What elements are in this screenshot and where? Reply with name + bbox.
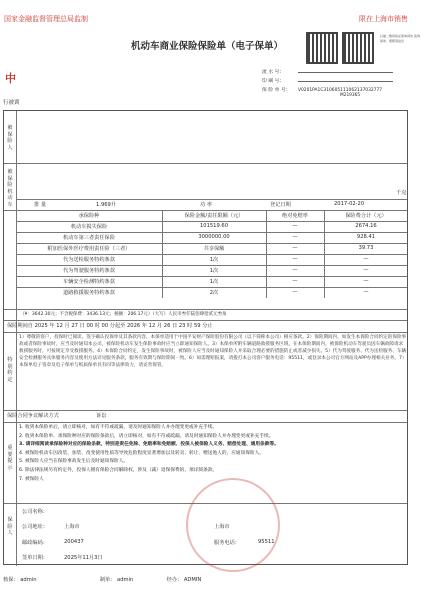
- qr-code-icon[interactable]: [306, 32, 338, 64]
- coverage-cell: 928.41: [356, 234, 376, 240]
- reg-date-value: 2017-02-20: [334, 201, 365, 207]
- important-item: 7. 被保险人: [19, 476, 44, 482]
- coverage-cell: 2674.16: [355, 223, 377, 229]
- coverage-cell: 101519.60: [199, 223, 229, 229]
- qr-code-icon[interactable]: [342, 32, 374, 64]
- policy-title: 机动车商业保险保险单（电子保单）: [130, 41, 283, 52]
- coverage-header: 绝对免赔率: [282, 213, 308, 219]
- period-line: 保险期间自 2025 年 12 月 27 日 00 时 00 分起至 2026 年 12 月 26 日 23 时 59 分止: [7, 323, 213, 329]
- coverage-cell: 39.73: [358, 245, 374, 251]
- policy-label: 保 险 单 号：: [262, 88, 291, 93]
- phone-value: 95511: [258, 539, 275, 545]
- coverage-cell: —: [292, 256, 298, 262]
- special-label: 特别约定: [7, 357, 13, 383]
- coverage-cell: —: [292, 267, 298, 273]
- dispute-label: 保险合同争议解决方式: [7, 413, 59, 419]
- coverage-cell: 代为送检服务特约条款: [63, 257, 115, 263]
- coverage-cell: 1次: [209, 257, 219, 263]
- handle-value: admin: [117, 577, 134, 583]
- post-value: 200437: [64, 539, 84, 545]
- company-address-value: 上海市: [64, 524, 80, 530]
- coverage-cell: —: [292, 223, 298, 229]
- coverage-cell: 2次: [209, 290, 219, 296]
- important-item: 4. 被保险机动车因改装、加装、改变使用性质等导致危险程度显著增加以及转卖、转让、赠送他人的，应通知保险人。: [19, 450, 265, 456]
- company-name-label: 公司名称：: [22, 509, 48, 515]
- region-notice: 限在上海市销售: [359, 15, 408, 23]
- coverage-cell: —: [292, 234, 298, 240]
- coverage-cell: 机动车第三者责任保险: [63, 235, 115, 241]
- coverage-header: 保险金额/责任限额（元）: [184, 213, 244, 219]
- vehicle-label: 被保险机动车: [7, 169, 13, 208]
- agent-value: ADMIN: [183, 577, 202, 583]
- displacement-value: 1.969升: [96, 202, 117, 208]
- company-address-label: 公司地址：: [22, 524, 48, 530]
- coverage-cell: —: [363, 267, 369, 273]
- sign-date-value: 2025年11月3日: [64, 555, 103, 561]
- phone-label: 服务电话：: [214, 540, 240, 546]
- coverage-cell: 3000000.00: [198, 234, 230, 240]
- important-item: 3. 请详细阅读承保险种对应的保险条款，特别是责任免除、免赔率和免赔额、投保人被保险人义务、赔偿处理、通用条款等。: [19, 442, 279, 448]
- coverage-cell: 代为驾驶服务特约条款: [63, 268, 115, 274]
- displacement-label: 排 量: [34, 202, 47, 208]
- sub-code: M219365: [340, 93, 361, 98]
- important-item: 2. 收到本保险单、承保险种对应的保险条款后，请立即核对，如有不符或疏漏，请及时通知保险人并办理变更或补充手续。: [19, 433, 274, 439]
- coverage-header: 保险费合计（元）: [345, 213, 387, 219]
- coverage-cell: —: [292, 245, 298, 251]
- print-label: 印 刷 号：: [262, 79, 285, 84]
- coverage-cell: 道路救援服务特约条款: [63, 290, 115, 296]
- insurer-label: 保险人: [7, 517, 13, 536]
- company-logo: 中: [5, 72, 16, 85]
- value-unit: 千克: [396, 190, 407, 196]
- flow-label: 流 水 号：: [262, 70, 285, 75]
- agent-label: 经办：: [166, 577, 183, 583]
- coverage-cell: —: [363, 278, 369, 284]
- dispute-value: 诉讼: [96, 413, 107, 419]
- check-value: admin: [20, 577, 37, 583]
- coverage-cell: 附加医保外医疗费用责任险（三者）: [47, 246, 131, 252]
- sign-date-label: 签单日期：: [22, 555, 48, 561]
- footer: [3, 576, 201, 583]
- coverage-cell: 1次: [209, 279, 219, 285]
- owner-label: 被保险人: [7, 125, 13, 151]
- important-list: [19, 424, 407, 484]
- coverage-cell: 共享保额: [203, 246, 225, 252]
- power-label: 功 率: [200, 202, 213, 208]
- branch-label: 行被训: [3, 100, 20, 106]
- reg-date-label: 登记日期: [270, 202, 291, 208]
- coverage-cell: 车辆安全检测特约条款: [63, 279, 115, 285]
- company-seal-icon: [186, 478, 280, 572]
- check-label: 核保：: [3, 577, 19, 583]
- handle-label: 制单：: [99, 577, 116, 583]
- coverage-header: 承保险种: [78, 213, 100, 219]
- important-item: 5. 被保险人应当在保险事故发生后及时通知保险人。: [19, 459, 129, 465]
- coverage-cell: —: [292, 289, 298, 295]
- coverage-cell: —: [363, 289, 369, 295]
- policy-meta: [262, 68, 393, 95]
- important-item: 6. 除法律法规另有约定外，投保人拥有保险合同解除权，涉及（减）退保保费的，须详阅条款。: [19, 467, 218, 473]
- coverage-cell: —: [363, 256, 369, 262]
- important-item: 1. 收到本保险单后，请立即核对，如有不符或疏漏，请及时通知保险人并办理变更或补充手续。: [19, 425, 218, 430]
- company-address-right: 上海市: [214, 524, 230, 530]
- coverage-cell: —: [292, 278, 298, 284]
- premium-line: （¥：3642.30元；不含税保费：3436.13元；税额：206.17元）（大写）人民币叁仟陆佰肆拾贰元叁角: [20, 312, 227, 317]
- issuer-notice: 国家金融监督管理总局监制: [4, 15, 88, 23]
- qr-note: 扫描二维码验证保单真伪 查询保单、理赔等信息: [380, 34, 420, 43]
- policy-number: V0201PA1C310605111062137032777: [298, 88, 383, 93]
- coverage-cell: 机动车损失保险: [70, 224, 108, 230]
- important-label: 重要提示: [7, 445, 13, 471]
- special-text: 1）尊敬的客户，投保时已阅读、签字确认投保单及其条款内容，本保单适用于中国平安财产保险股份有限公司（以下简称本公司）相应条款。2）保险期间内，如发生本保险合同约定的保险事故或者保险事故时，应当及时通知本公司，被保险机动车发生保险事故时应当立即通知保险人。3）本保单所附车辆道路救援服务区域，在本保险期间内，被保险机动车驾驶员因车辆故障请求救援服务时，可按规定享受救援服务。4）本保险合同约定，发生保险事故时，被保险人应当及时通知保险人并采取合理必要的措施防止或者减少损失。5）代为驾驶服务、代为送检服务、车辆安全检测服务具体服务内容及使用方法详见服务条款，服务有效期与保险期间一致。6）如需理赔报案，请拨打本公司客户服务电话：95511，或登录本公司官方网站及APP办理相关业务。7）本保单电子签章及电子保单与纸质保单具有同等法律效力，请妥善保管。: [19, 335, 407, 369]
- post-label: 邮政编码：: [22, 540, 48, 546]
- coverage-cell: 1次: [209, 268, 219, 274]
